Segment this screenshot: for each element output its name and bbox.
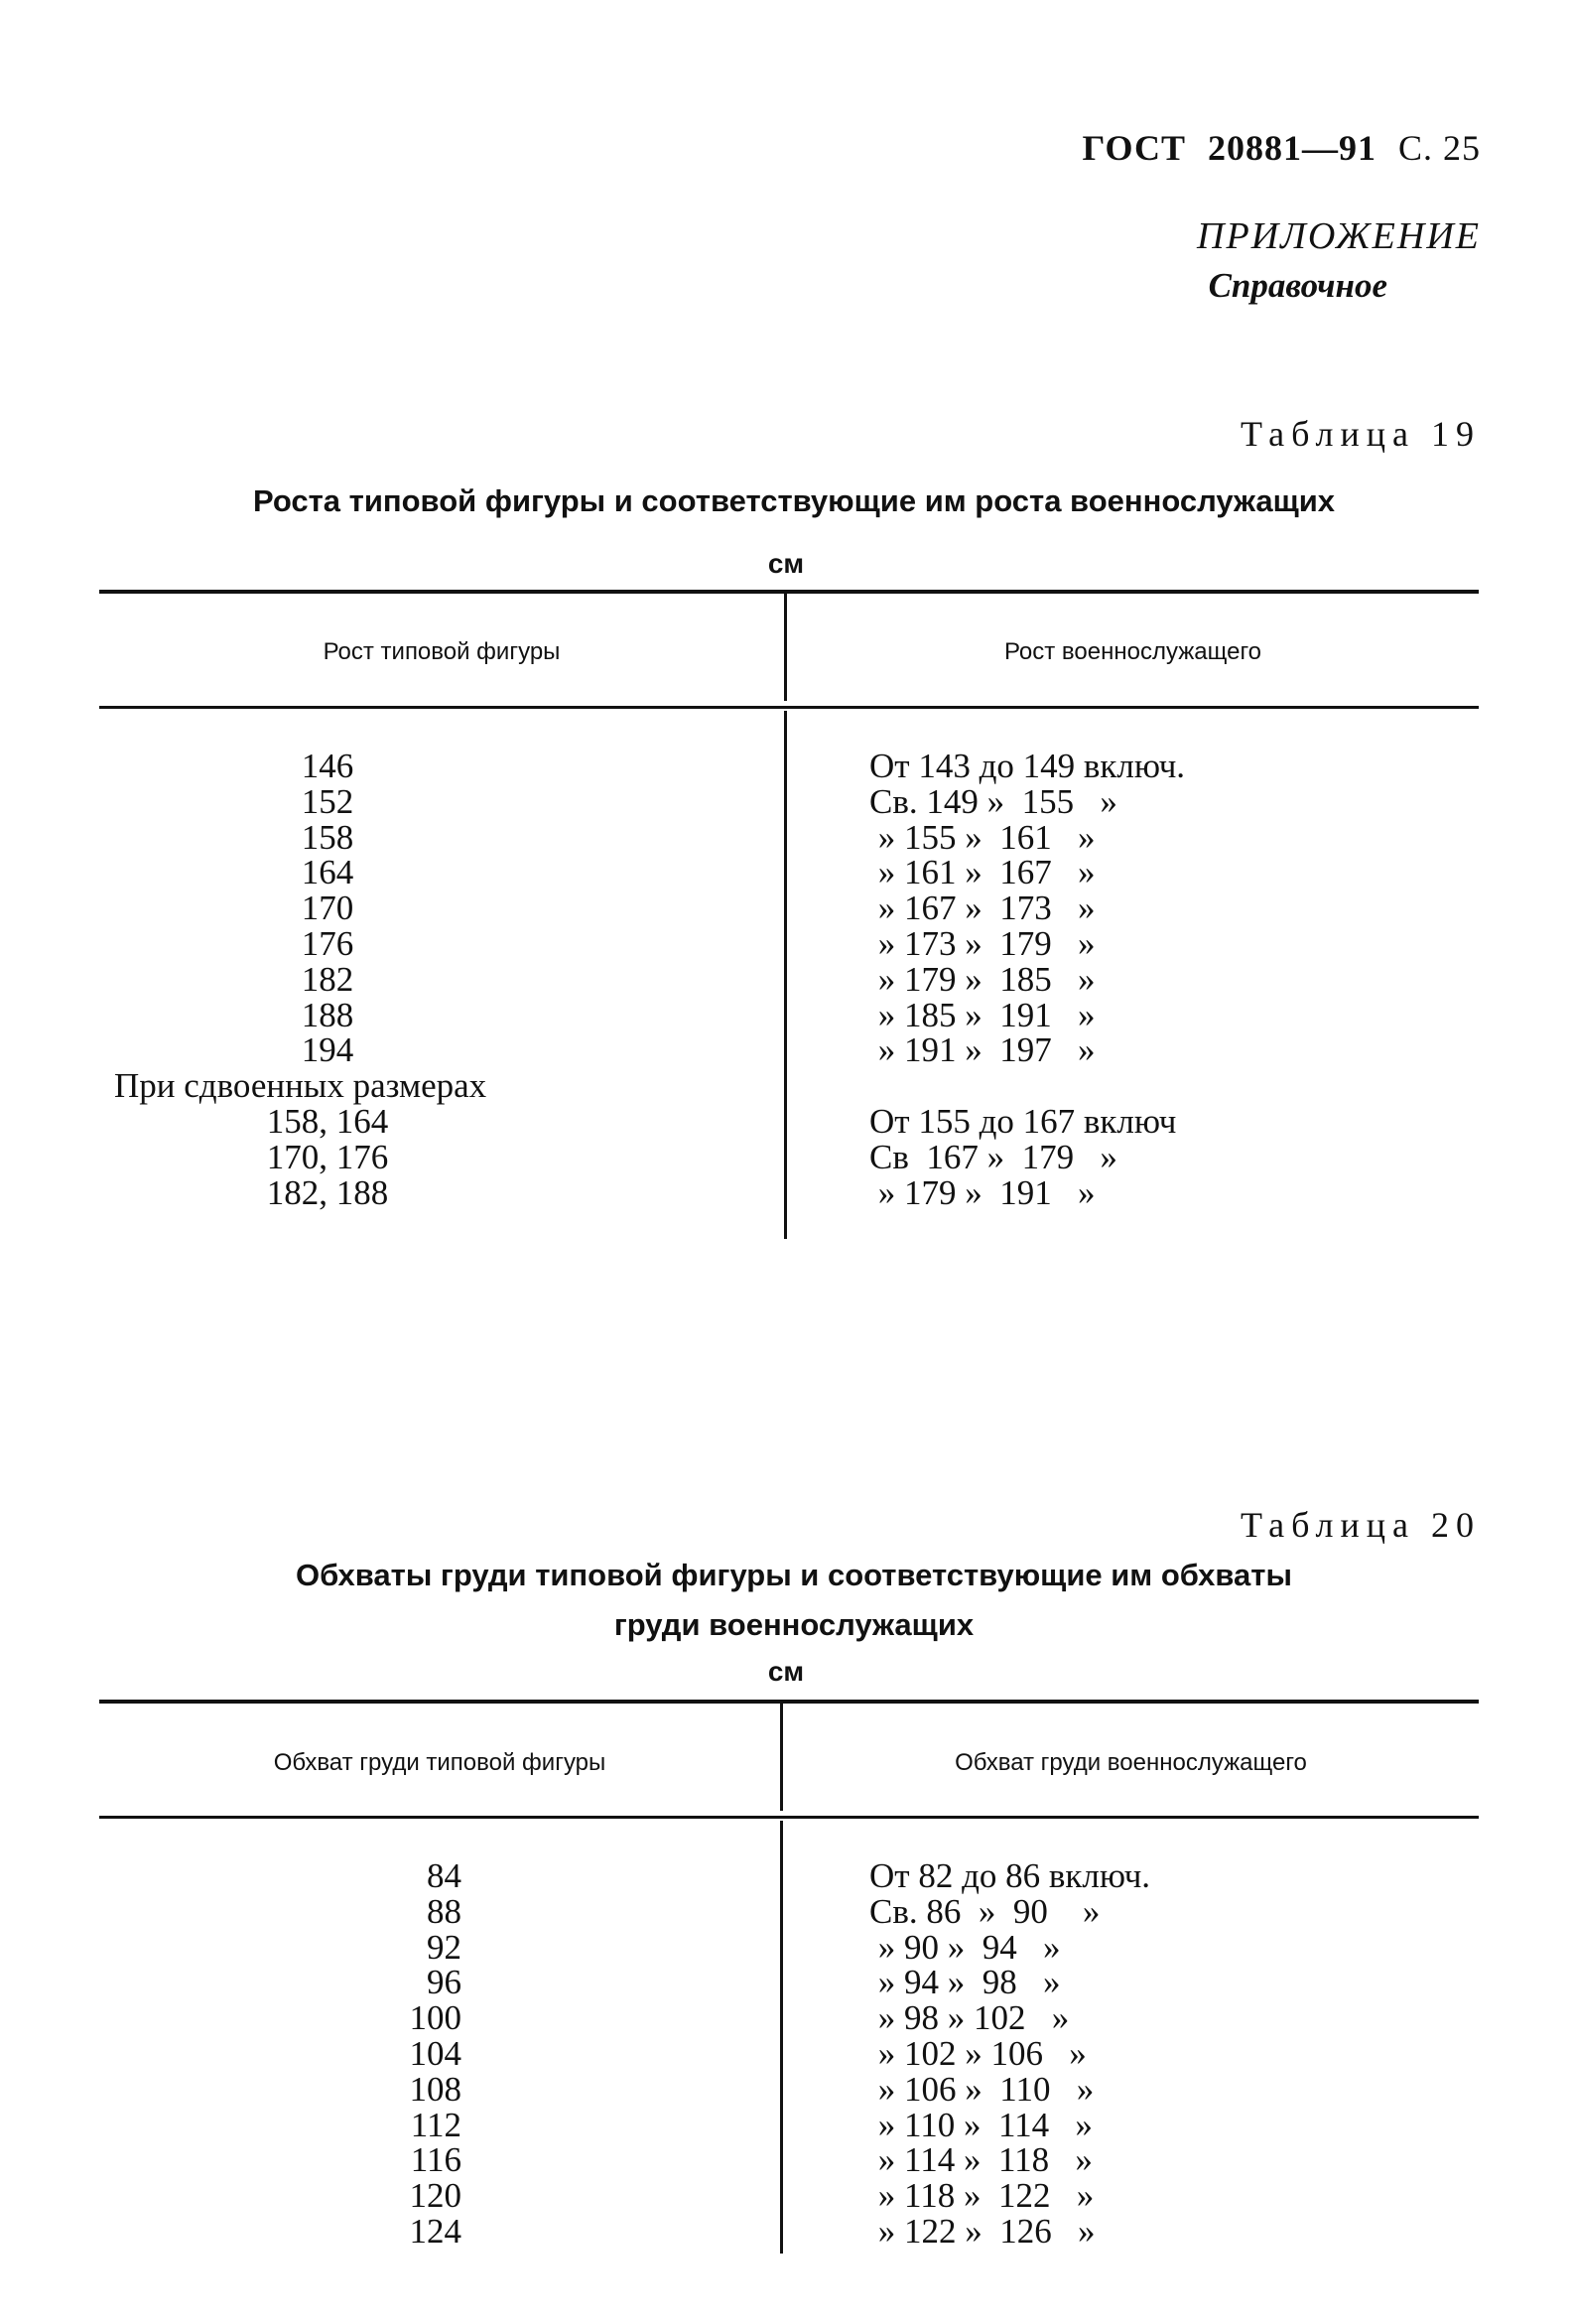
table-cell: 116	[410, 2140, 461, 2180]
table-cell: » 106 » 110 »	[869, 2069, 1095, 2109]
table-cell: От 143 до 149 включ.	[869, 747, 1186, 785]
table-cell: » 179 » 191 »	[869, 1172, 1096, 1212]
table-cell: » 118 » 122 »	[869, 2176, 1095, 2216]
table-cell: От 155 до 167 включ	[869, 1102, 1177, 1141]
table20-unit: см	[767, 1656, 805, 1687]
table20-top-rule	[99, 1700, 1479, 1704]
table20-col1	[298, 1858, 461, 2250]
table-cell: » 90 » 94 »	[869, 1927, 1061, 1967]
table20-body-divider	[780, 1821, 783, 2254]
table19-col1	[129, 749, 526, 1068]
page-number: С. 25	[1397, 128, 1481, 168]
table-cell: 88	[427, 1891, 461, 1931]
table-cell: 164	[301, 853, 354, 892]
table20-col2	[869, 1858, 1150, 2250]
table-cell: 146	[301, 747, 354, 785]
table20-col2-header: Обхват груди военнослужащего	[955, 1749, 1307, 1776]
table-cell: 92	[427, 1927, 461, 1967]
table-cell: » 114 » 118 »	[869, 2140, 1093, 2180]
table19-top-rule	[99, 590, 1479, 594]
table-cell: 158, 164	[266, 1102, 389, 1141]
table-cell: 170	[301, 889, 354, 928]
table-cell: 84	[427, 1856, 461, 1895]
table19-col2	[869, 749, 1185, 1068]
table-cell: » 122 » 126 »	[869, 2211, 1096, 2251]
table-cell: 188	[301, 995, 354, 1034]
table19-header-rule	[99, 706, 1479, 709]
table19-double-col1	[129, 1104, 526, 1210]
table-cell: Св. 86 » 90 »	[869, 1891, 1101, 1931]
table19-col2-header: Рост военнослужащего	[1003, 638, 1262, 665]
table-cell: 176	[301, 923, 354, 963]
table-cell: 170, 176	[266, 1137, 389, 1176]
table19-double-col2	[869, 1104, 1176, 1210]
gost-label: ГОСТ	[1082, 128, 1186, 168]
table20-title-line1: Обхваты груди типовой фигуры и соответствующие им обхваты	[296, 1558, 1292, 1592]
table-cell: 152	[301, 781, 354, 821]
table-cell: 108	[409, 2069, 461, 2109]
page-header	[0, 127, 1481, 169]
table19-number: Таблица 19	[1241, 414, 1481, 454]
table20-title	[99, 1551, 1489, 1650]
table-cell: 112	[410, 2105, 461, 2144]
table-cell: » 185 » 191 »	[869, 995, 1096, 1034]
table19-body-divider	[784, 711, 787, 1239]
table-cell: 120	[409, 2176, 461, 2216]
table-cell: » 167 » 173 »	[869, 889, 1096, 928]
table-cell: 124	[409, 2211, 461, 2251]
table20-col1-header: Обхват груди типовой фигуры	[273, 1749, 606, 1776]
appendix-title: ПРИЛОЖЕНИЕ	[1197, 215, 1481, 257]
table-cell: От 82 до 86 включ.	[869, 1856, 1151, 1895]
table20-number: Таблица 20	[1241, 1505, 1481, 1545]
table20-title-line2: груди военнослужащих	[613, 1607, 975, 1642]
table19-double-sizes-label: При сдвоенных размерах	[114, 1066, 487, 1105]
table-cell: » 191 » 197 »	[869, 1030, 1096, 1070]
table-cell: 194	[301, 1030, 354, 1070]
table-cell: 104	[409, 2033, 461, 2073]
table19-title: Роста типовой фигуры и соответствующие им роста военнослужащих	[252, 483, 1336, 518]
table-cell: » 110 » 114 »	[869, 2105, 1093, 2144]
table-cell: » 161 » 167 »	[869, 853, 1096, 892]
table-cell: » 155 » 161 »	[869, 817, 1096, 857]
table20-header-rule	[99, 1816, 1479, 1819]
gost-number: 20881—91	[1207, 128, 1376, 168]
table-cell: » 173 » 179 »	[869, 923, 1096, 963]
table-cell: 100	[409, 1998, 461, 2038]
table-cell: » 98 » 102 »	[869, 1998, 1070, 2038]
table-cell: Св 167 » 179 »	[869, 1137, 1117, 1176]
appendix-subtitle: Справочное	[1208, 266, 1387, 305]
table-cell: 158	[301, 817, 354, 857]
table-cell: Св. 149 » 155 »	[869, 781, 1117, 821]
table-cell: » 179 » 185 »	[869, 959, 1096, 999]
table19-col1-header: Рост типовой фигуры	[323, 638, 561, 665]
table-cell: 182, 188	[266, 1172, 389, 1212]
table-cell: » 102 » 106 »	[869, 2033, 1087, 2073]
table-cell: » 94 » 98 »	[869, 1963, 1061, 2002]
table-cell: 182	[301, 959, 354, 999]
table-cell: 96	[427, 1963, 461, 2002]
table19-unit: см	[767, 548, 805, 579]
